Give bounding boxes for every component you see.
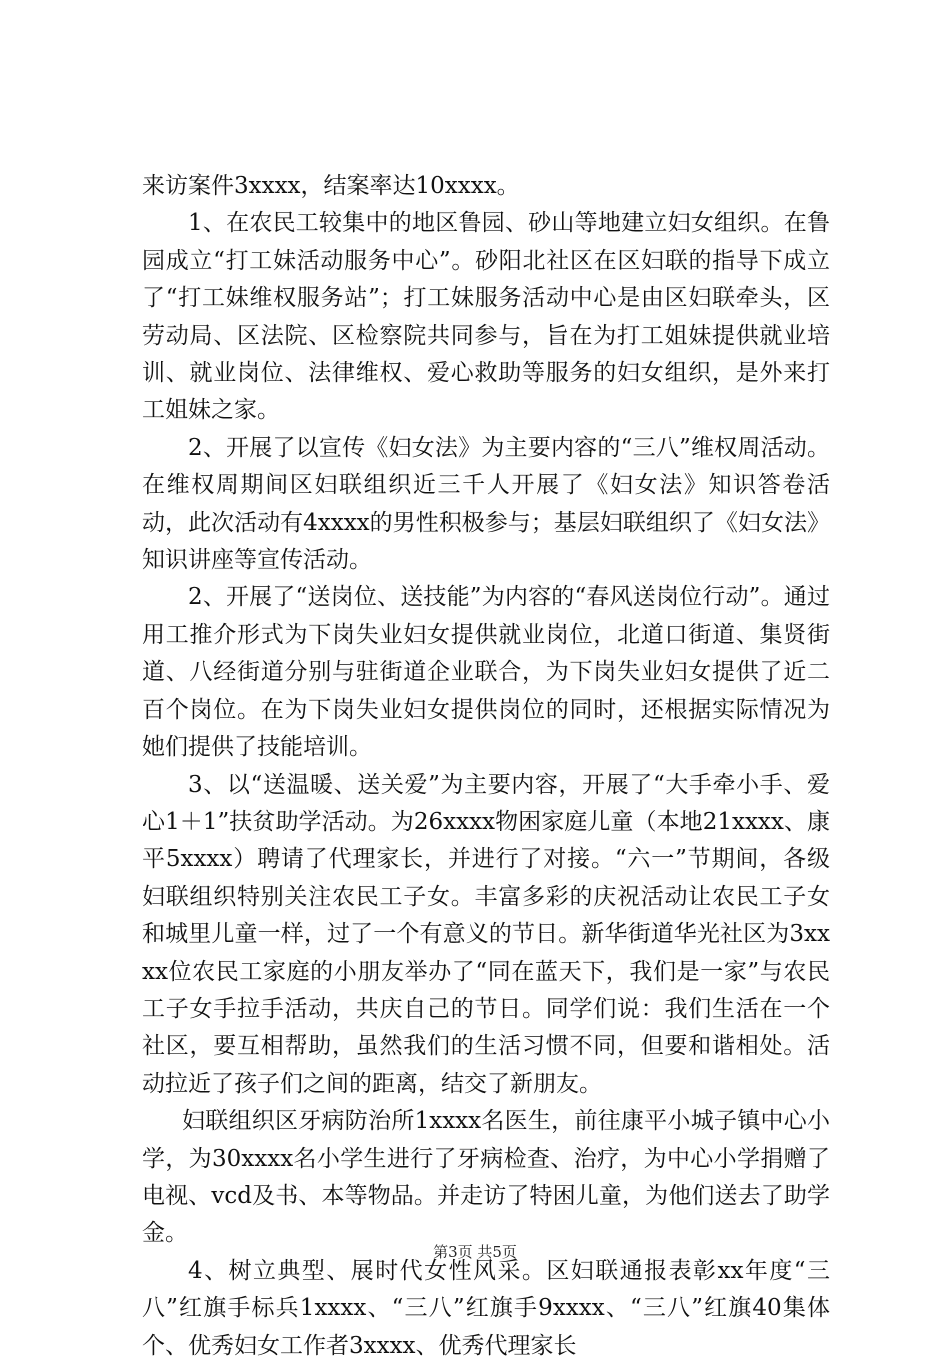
paragraph-item-1-women-organizations: 1、在农民工较集中的地区鲁园、砂山等地建立妇女组织。在鲁园成立“打工妹活动服务中心”。砂阳北社区在区妇联的指导下成立了“打工妹维权服务站”；打工妹服务活动中心是由区妇联牵头，区劳动局、区法院、区检察院共同参与，旨在为打工姐妹提供就业培训、就业岗位、法律维权、爱心救助等服务的妇女组织，是外来打工姐妹之家。 [142, 210, 830, 424]
paragraph-item-4-role-models: 4、树立典型、展时代女性风采。区妇联通报表彰xx年度“三八”红旗手标兵1xxxx、“三八”红旗手9xxxx、“三八”红旗40集体个、优秀妇女工作者3xxxx、优秀代理家长 [142, 1257, 830, 1359]
paragraph-item-2-spring-jobs: 2、开展了“送岗位、送技能”为内容的“春风送岗位行动”。通过用工推介形式为下岗失业妇女提供就业岗位，北道口街道、集贤街道、八经街道分别与驻街道企业联合，为下岗失业妇女提供了近二百个岗位。在为下岗失业妇女提供岗位的同时，还根据实际情况为她们提供了技能培训。 [142, 584, 830, 761]
paragraph-dental-care: 妇联组织区牙病防治所1xxxx名医生，前往康平小城子镇中心小学，为30xxxx名小学生进行了牙病检查、治疗，为中心小学捐赠了电视、vcd及书、本等物品。并走访了特困儿童，为他们送去了助学金。 [142, 1108, 830, 1247]
page-number-footer: 第3页 共5页 [433, 1243, 517, 1261]
paragraph-item-3-poverty-aid: 3、以“送温暖、送关爱”为主要内容，开展了“大手牵小手、爱心1＋1”扶贫助学活动。为26xxxx物困家庭儿童（本地21xxxx、康平5xxxx）聘请了代理家长，并进行了对接。“六一”节期间，各级妇联组织特别关注农民工子女。丰富多彩的庆祝活动让农民工子女和城里儿童一样，过了一个有意义的节日。新华街道华光社区为3xxxx位农民工家庭的小朋友举办了“同在蓝天下，我们是一家”与农民工子女手拉手活动，共庆自己的节日。同学们说：我们生活在一个社区，要互相帮助，虽然我们的生活习惯不同，但要和谐相处。活动拉近了孩子们之间的距离，结交了新朋友。 [142, 771, 830, 1097]
document-body [142, 168, 830, 1365]
paragraph-continuation: 来访案件3xxxx，结案率达10xxxx。 [142, 173, 520, 199]
paragraph-item-2-rights-week: 2、开展了以宣传《妇女法》为主要内容的“三八”维权周活动。在维权周期间区妇联组织近三千人开展了《妇女法》知识答卷活动，此次活动有4xxxx的男性积极参与；基层妇联组织了《妇女法》知识讲座等宣传活动。 [142, 434, 830, 574]
